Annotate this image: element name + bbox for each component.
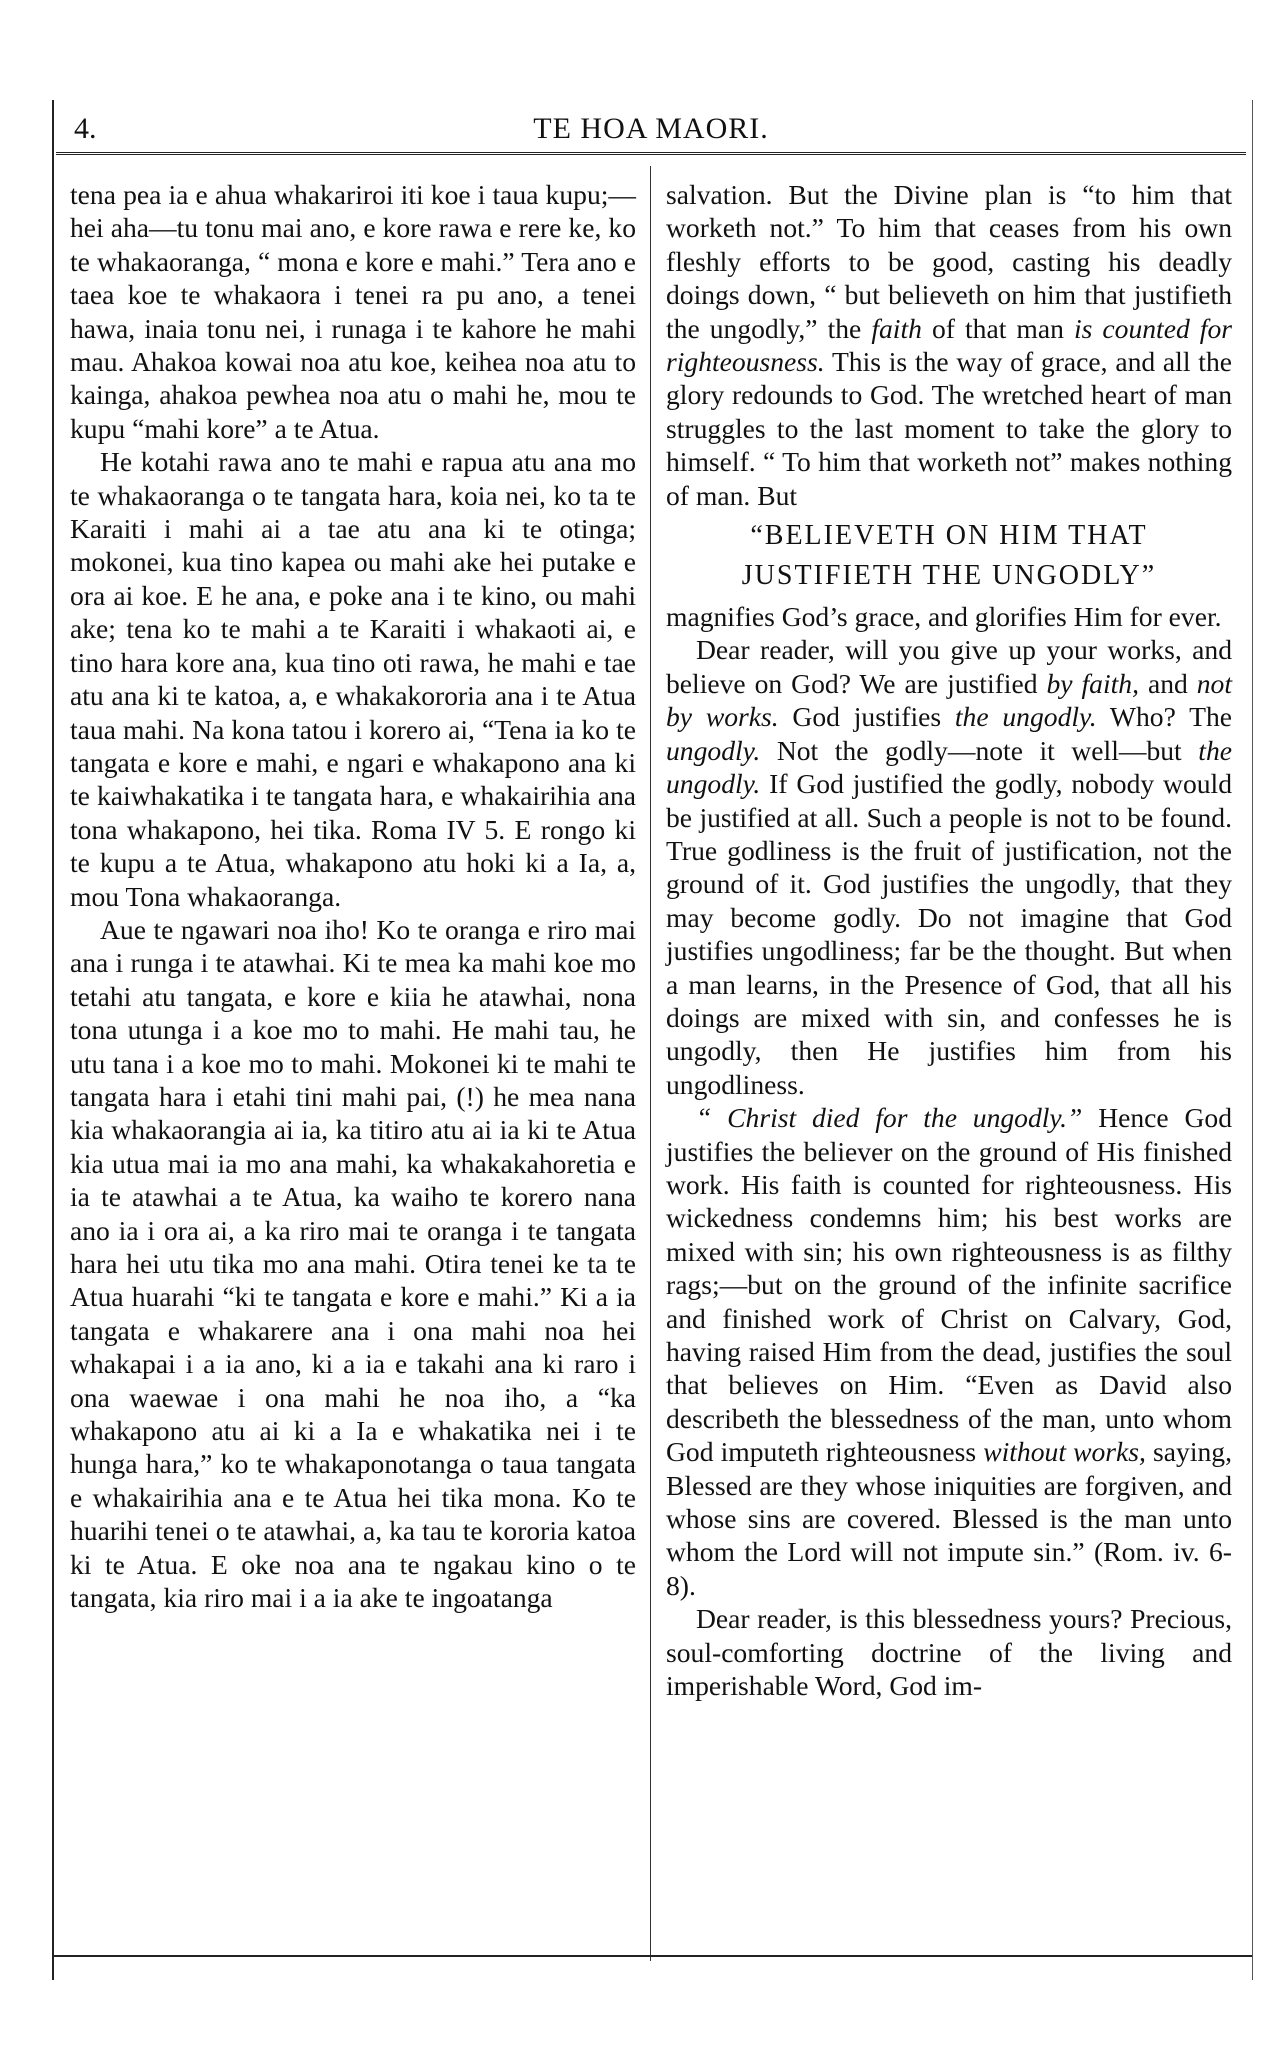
- text-run: Who? The: [1096, 701, 1232, 733]
- italic-counted-for-righteousness: is counted for righteousness.: [666, 312, 1232, 378]
- right-column: [666, 178, 1232, 1702]
- italic-the-ungodly: the ungodly.: [954, 701, 1097, 733]
- bottom-rule: [52, 1955, 1252, 1957]
- right-paragraph-4: [666, 1101, 1232, 1602]
- column-divider: [650, 166, 651, 1961]
- text-run: Hence God justifies the believer on the ground of His finished work. His faith is counted for righteousness. His wickedness condemns him; his best works are mixed with sin; his own righteousness is as filthy rags;—but on the ground of the infinite sacrifice and finished work of Christ on Calvary, God, having raised Him from the dead, justifies the soul that believes on Him. “Even as David also describeth the blessedness of the man, unto whom God imputeth righteousness: [666, 1102, 1232, 1468]
- text-run: If God justified the godly, nobody would be justified at all. Such a people is not to be found. True godliness is the fruit of justification, not the ground of it. God justifies the ungodly, that they may become godly. Do not imagine that God justifies ungodliness; far be the thought. But when a man learns, in the Presence of God, that all his doings are mixed with sin, and confesses he is ungodly, then He justifies him from his ungodliness.: [666, 768, 1232, 1100]
- italic-by-faith: by faith,: [1046, 667, 1139, 699]
- journal-title: TE HOA MAORI.: [533, 112, 769, 145]
- left-paragraph-1: tena pea ia e ahua whakariroi iti koe i taua kupu;—hei aha—tu tonu mai ano, e kore rawa e rere ke, ko te whakaoranga, “ mona e kore e mahi.” Tera ano e taea koe te whakaora i tenei ra pu ano, a tenei hawa, inaia tonu nei, i runaga i te kahore he mahi mau. Ahakoa kowai noa atu koe, keihea noa atu to kainga, ahakoa pewhea noa atu o mahi he, mou te kupu “mahi kore” a te Atua.: [70, 179, 636, 444]
- text-run: of that man: [921, 312, 1074, 344]
- text-run: and: [1138, 667, 1197, 699]
- left-column: [70, 178, 636, 1614]
- text-run: saying, Blessed are they whose iniquities are forgiven, and whose sins are covered. Blessed is the man unto whom the Lord will not impute sin.” (Rom. iv. 6-8).: [666, 1436, 1232, 1601]
- right-paragraph-5: Dear reader, is this blessedness yours? Precious, soul-comforting doctrine of the living and imperishable Word, God im-: [666, 1603, 1232, 1702]
- italic-without-works: without works,: [983, 1436, 1146, 1468]
- page-number: 4.: [74, 112, 97, 145]
- text-run: Not the godly—note it well—but: [760, 734, 1199, 766]
- italic-christ-died-quote: “ Christ died for the ungodly.”: [696, 1102, 1083, 1134]
- italic-faith: faith: [871, 312, 922, 344]
- italic-not-by-works: not by works.: [666, 667, 1233, 733]
- left-paragraph-2: He kotahi rawa ano te mahi e rapua atu ana mo te whakaoranga o te tangata hara, koia nei, ko ta te Karaiti i mahi ai a tae atu ana ki te otinga; mokonei, kua tino kapea ou mahi ake hei putake e ora ai koe. E he ana, e poke ana i te kino, ou mahi ake; tena ko te mahi a te Karaiti i whakaoti ai, e tino hara kore ana, kua tino oti rawa, he mahi e tae atu ana ki te katoa, a, e whakakororia ana i te Atua taua mahi. Na kona tatou i korero ai, “Tena ia ko te tangata e kore e mahi, e ngari e whakapono ana ki te kaiwhakatika i te tangata hara, e whakairihia ana tona whakapono, hei tika. Roma IV 5. E rongo ki te kupu a te Atua, whakapono atu hoki ki a Ia, a, mou Tona whakaoranga.: [70, 446, 636, 912]
- right-paragraph-1: [666, 178, 1232, 512]
- text-run: God justifies: [778, 701, 955, 733]
- page-header: [56, 104, 1246, 155]
- banner-heading: “BELIEVETH ON HIM THAT JUSTIFIETH THE UNGODLY”: [741, 520, 1157, 592]
- text-run: salvation. But the Divine plan is “to him that worketh not.” To him that ceases from his own fleshly efforts to be good, casting his deadly doings down, “ but believeth on him that justifieth the ungodly,” the: [666, 179, 1232, 344]
- right-paragraph-3: [666, 633, 1232, 1101]
- left-paragraph-3: Aue te ngawari noa iho! Ko te oranga e riro mai ana i runga i te atawhai. Ki te mea ka mahi koe mo tetahi atu tangata, e kore e kiia he atawhai, nona tona utunga i a koe mo to mahi. He mahi tau, he utu tana i a koe mo to mahi. Mokonei ki te mahi te tangata hara i etahi tini mahi pai, (!) he mea nana kia whakaorangia ai ia, ka titiro atu ai ia ki te Atua kia utua mai ia mo ana mahi, ka whakakahoretia e ia te atawhai a te Atua, ka waiho te korero nana ano ia i ora ai, a ka riro mai te oranga i te tangata hara hei utu tika mo ana mahi. Otira tenei ke ta te Atua huarahi “ki te tangata e kore e mahi.” Ki a ia tangata e whakarere ana i ona mahi noa hei whakapai i a ia ano, ki a ia e takahi ana ki raro i ona waewae i ona mahi he noa iho, a “ka whakapono atu ai ki a Ia e whakatika nei i te hunga hara,” ko te whakaponotanga o taua tangata e whakairihia ana e te Atua hei tika mona. Ko te huarihi tenei o te atawhai, a, ka tau te kororia katoa ki te Atua. E oke noa ana te ngakau kino o te tangata, kia riro mai i a ia ake te ingoatanga: [70, 913, 636, 1614]
- text-run: This is the way of grace, and all the glory redounds to God. The wretched heart of man struggles to the last moment to take the glory to himself. “ To him that worketh not” makes nothing of man. But: [666, 346, 1232, 511]
- italic-ungodly: ungodly.: [666, 734, 761, 766]
- italic-the-ungodly: the ungodly.: [666, 734, 1232, 800]
- right-paragraph-2: magnifies God’s grace, and glorifies Him for ever.: [666, 601, 1222, 633]
- text-run: Dear reader, will you give up your works, and believe on God? We are justified: [666, 634, 1232, 699]
